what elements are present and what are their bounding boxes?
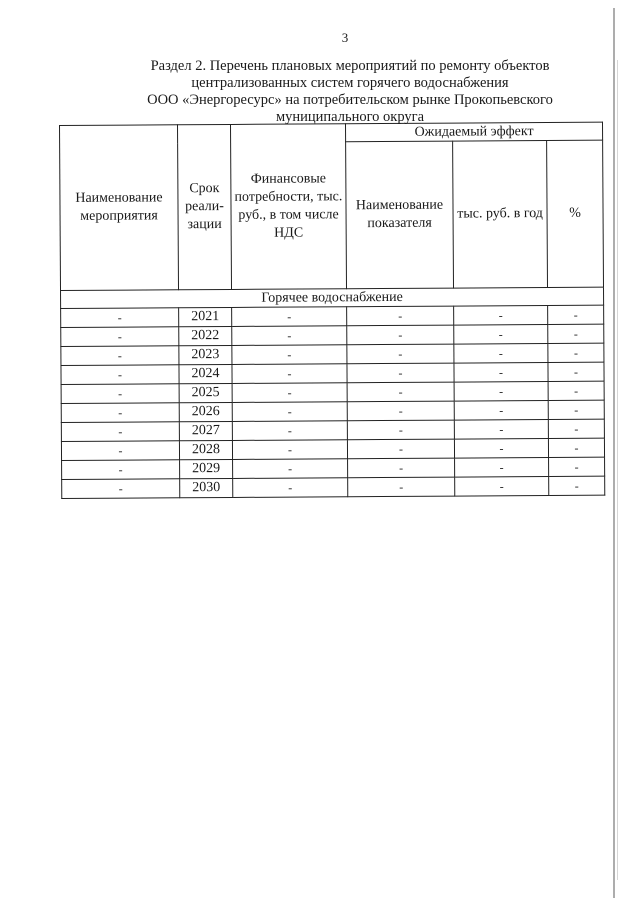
header-thousand-rub-per-year: тыс. руб. в год (453, 141, 548, 289)
cell-financial: - (232, 383, 347, 403)
cell-financial: - (233, 478, 348, 498)
cell-year: 2022 (179, 326, 232, 345)
cell-financial: - (233, 459, 348, 479)
cell-financial: - (232, 440, 347, 460)
cell-thousand-rub: - (454, 382, 548, 402)
cell-year: 2024 (179, 364, 232, 383)
cell-percent: - (548, 362, 604, 381)
header-expected-effect: Ожидаемый эффект (345, 122, 602, 142)
cell-event-name: - (61, 441, 179, 461)
cell-event-name: - (61, 403, 179, 423)
cell-thousand-rub: - (454, 325, 548, 345)
scan-edge-line (613, 8, 615, 898)
cell-financial: - (232, 326, 347, 346)
cell-indicator: - (347, 363, 454, 383)
cell-percent: - (548, 381, 604, 400)
heading-line-1: Раздел 2. Перечень плановых мероприятий по ремонту объектов (150, 58, 550, 74)
cell-event-name: - (61, 365, 179, 385)
table-row (62, 476, 605, 498)
header-event-name: Наименование мероприятия (60, 125, 179, 291)
cell-thousand-rub: - (454, 420, 548, 440)
cell-event-name: - (62, 460, 180, 480)
cell-indicator: - (347, 420, 454, 440)
cell-thousand-rub: - (454, 306, 548, 326)
header-financial-needs: Финансовые потребности, тыс. руб., в том числе НДС (230, 124, 346, 290)
cell-indicator: - (347, 382, 454, 402)
cell-indicator: - (348, 477, 455, 497)
cell-financial: - (232, 345, 347, 365)
cell-year: 2021 (179, 307, 232, 326)
cell-thousand-rub: - (455, 477, 549, 497)
page-number: 3 (341, 30, 349, 45)
cell-thousand-rub: - (455, 458, 549, 478)
cell-percent: - (548, 438, 604, 457)
cell-event-name: - (61, 308, 179, 328)
cell-percent: - (548, 419, 604, 438)
header-indicator-name: Наименование показателя (346, 141, 454, 289)
cell-financial: - (232, 421, 347, 441)
cell-thousand-rub: - (454, 344, 548, 364)
cell-percent: - (548, 400, 604, 419)
scan-edge-line-secondary (617, 60, 618, 880)
cell-year: 2026 (179, 402, 232, 421)
cell-indicator: - (347, 325, 454, 345)
header-percent: % (547, 140, 604, 287)
cell-year: 2025 (179, 383, 232, 402)
cell-indicator: - (347, 344, 454, 364)
cell-thousand-rub: - (454, 363, 548, 383)
header-term: Срок реали-зации (178, 124, 232, 289)
cell-percent: - (548, 305, 604, 324)
cell-thousand-rub: - (454, 401, 548, 421)
cell-year: 2029 (180, 459, 233, 478)
cell-indicator: - (347, 306, 454, 326)
heading-line-2: централизованных систем горячего водоснабжения (191, 75, 509, 91)
cell-percent: - (549, 476, 605, 495)
cell-indicator: - (347, 401, 454, 421)
cell-year: 2023 (179, 345, 232, 364)
cell-event-name: - (62, 479, 180, 499)
cell-event-name: - (61, 327, 179, 347)
cell-financial: - (232, 307, 347, 327)
section-title-hot-water: Горячее водоснабжение (61, 287, 604, 308)
cell-percent: - (549, 457, 605, 476)
cell-thousand-rub: - (454, 439, 548, 459)
events-table (59, 122, 605, 499)
cell-event-name: - (61, 384, 179, 404)
cell-year: 2030 (180, 478, 233, 497)
cell-indicator: - (347, 439, 454, 459)
cell-percent: - (548, 324, 604, 343)
cell-financial: - (232, 364, 347, 384)
heading-line-3: ООО «Энергоресурс» на потребительском рынке Прокопьевского (147, 92, 553, 108)
section-heading (100, 58, 600, 126)
cell-percent: - (548, 343, 604, 362)
cell-year: 2027 (179, 421, 232, 440)
cell-financial: - (232, 402, 347, 422)
heading-line-4: муниципального округа (275, 109, 425, 125)
cell-indicator: - (348, 458, 455, 478)
cell-year: 2028 (179, 440, 232, 459)
cell-event-name: - (61, 422, 179, 442)
cell-event-name: - (61, 346, 179, 366)
